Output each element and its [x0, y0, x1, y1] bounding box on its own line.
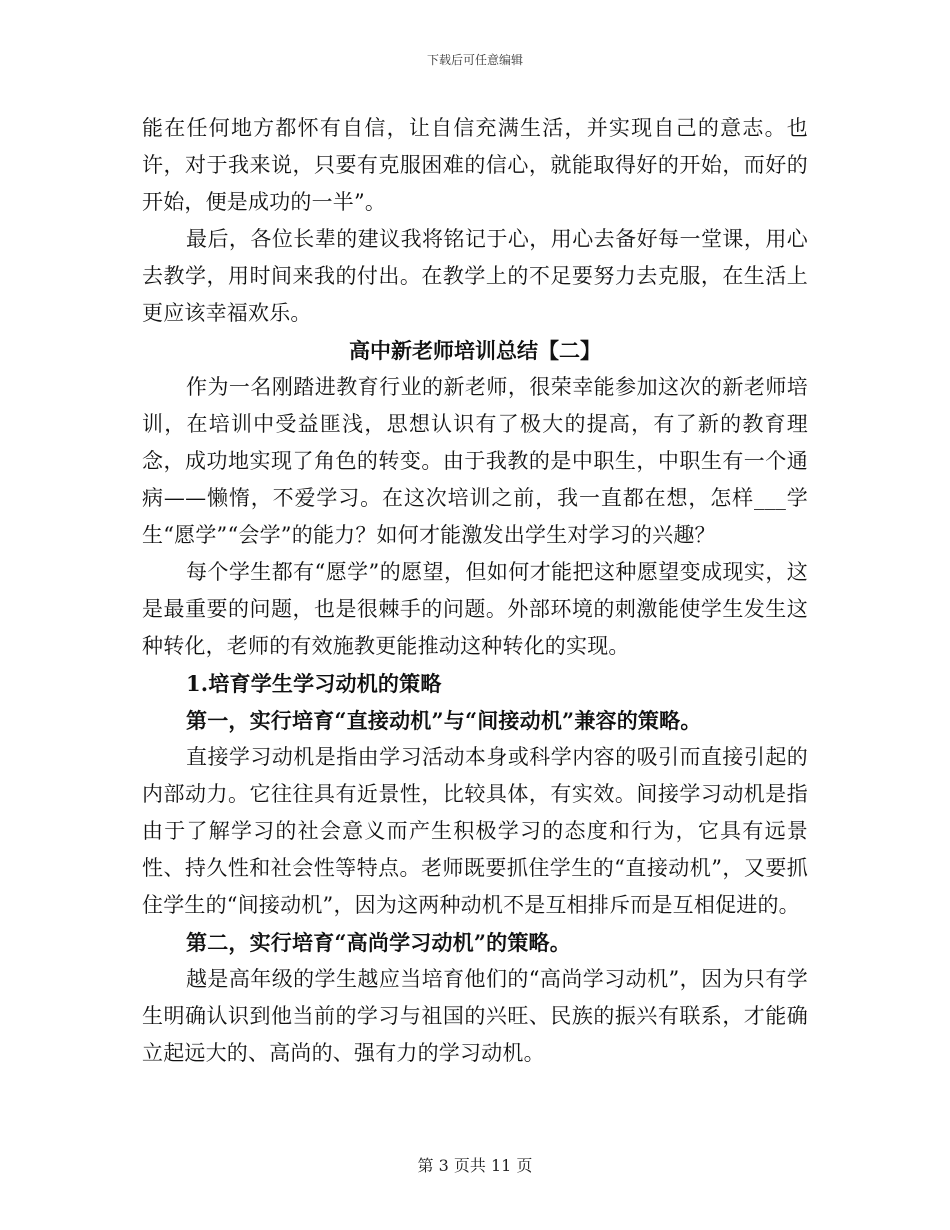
heading-first-strategy: 第一，实行培育“直接动机”与“间接动机”兼容的策略。: [186, 708, 702, 733]
section-title: 高中新老师培训总结【二】: [349, 338, 601, 363]
paragraph-direct-indirect-motivation: 直接学习动机是指由学习活动本身或科学内容的吸引而直接引起的内部动力。它往往具有近景性，比较具体，有实效。间接学习动机是指由于了解学习的社会意义而产生积极学习的态度和行为，它具有远景性、持久性和社会性等特点。老师既要抓住学生的“直接动机”，又要抓住学生的“间接动机”，因为这两种动机不是互相排斥而是互相促进的。: [142, 745, 808, 917]
page-header-note: 下载后可任意编辑: [426, 53, 523, 67]
heading-strategy: 1.培育学生学习动机的策略: [186, 671, 442, 696]
page-number: 第 3 页共 11 页: [417, 1156, 533, 1175]
heading-second-strategy: 第二，实行培育“高尚学习动机”的策略。: [186, 930, 571, 955]
paragraph-intro: 作为一名刚踏进教育行业的新老师，很荣幸能参加这次的新老师培训，在培训中受益匪浅，思想认识有了极大的提高，有了新的教育理念，成功地实现了角色的转变。由于我教的是中职生，中职生有一个通病——懒惰，不爱学习。在这次培训之前，我一直都在想，怎样___学生“愿学”“会学”的能力？如何才能激发出学生对学习的兴趣？: [142, 375, 808, 547]
paragraph-noble-motivation: 越是高年级的学生越应当培育他们的“高尚学习动机”，因为只有学生明确认识到他当前的学习与祖国的兴旺、民族的振兴有联系，才能确立起远大的、高尚的、强有力的学习动机。: [142, 967, 808, 1065]
paragraph-willingness: 每个学生都有“愿学”的愿望，但如何才能把这种愿望变成现实，这是最重要的问题，也是很棘手的问题。外部环境的刺激能使学生发生这种转化，老师的有效施教更能推动这种转化的实现。: [142, 560, 808, 658]
document-body: [142, 110, 808, 1072]
paragraph-closing: 最后，各位长辈的建议我将铭记于心，用心去备好每一堂课，用心去教学，用时间来我的付出。在教学上的不足要努力去克服，在生活上更应该幸福欢乐。: [142, 227, 808, 325]
paragraph-confidence-continued: 能在任何地方都怀有自信，让自信充满生活，并实现自己的意志。也许，对于我来说，只要有克服困难的信心，就能取得好的开始，而好的开始，便是成功的一半”。: [142, 116, 808, 214]
